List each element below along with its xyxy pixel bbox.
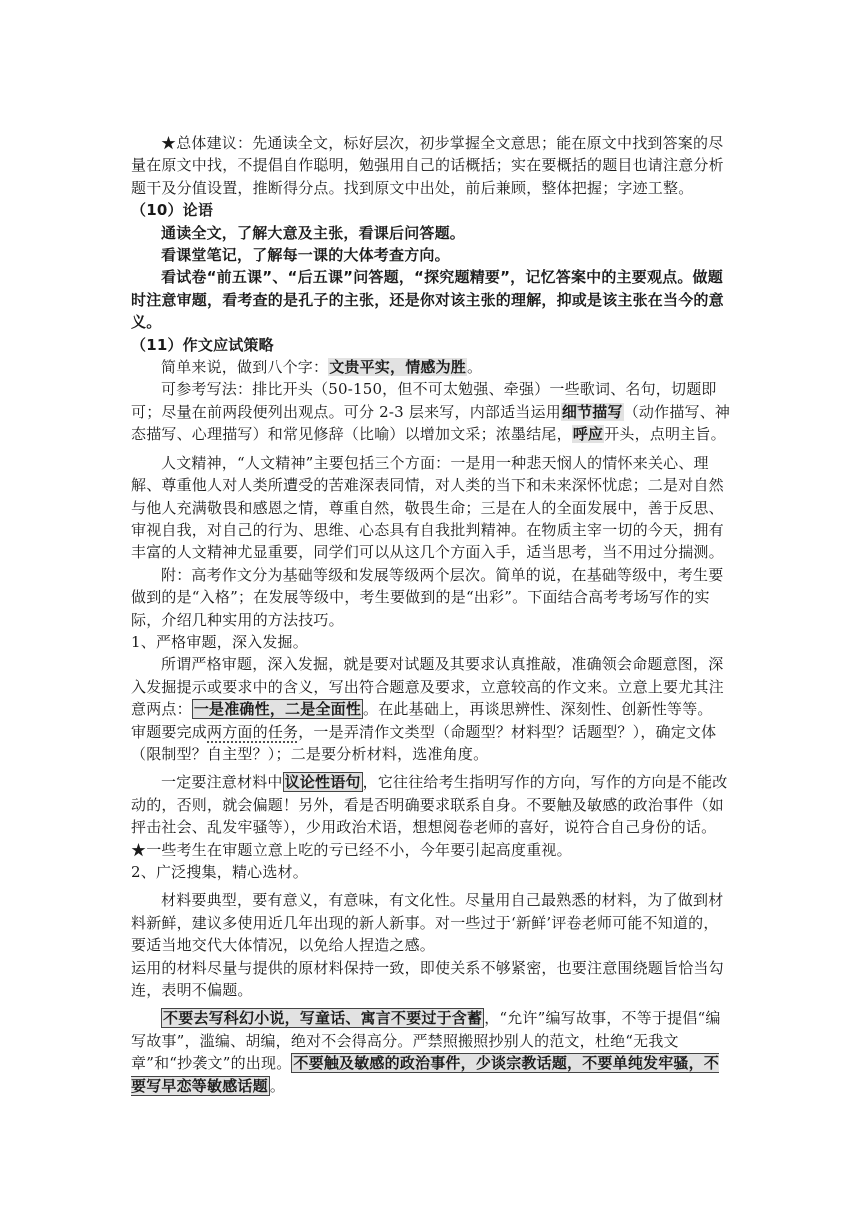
punct-end: 。	[269, 1076, 286, 1095]
star-warning: ★一些考生在审题立意上吃的亏已经不小，今年要引起高度重视。	[131, 840, 572, 859]
appendix-note: 附：高考作文分为基础等级和发展等级两个层次。简单的说，在基础等级中，考生要做到的是“入格”；在发展等级中，考生要做到的是“出彩”。下面结合高考考场写作的实际，介绍几种实用的方法技巧。	[131, 565, 724, 629]
method-text-a: 可参考写法：排比开头（50-150，但不可太勉强、牵强）一些歌词、名句，切题即可；尽量在前两段便列出观点。可分 2-3 层来写，内部适当运用	[131, 380, 717, 421]
tip-1-argumentative	[131, 771, 731, 838]
tip-1-text-b: 。在此基础上，再谈思辨性、深刻性、创新性等等。	[363, 700, 713, 719]
method-text-b: （动作描写、神态描写、心理描写）和常见修辞（比喻）以增加文采；浓墨结尾，	[131, 402, 731, 444]
lunyu-tip-2: 看课堂笔记，了解每一课的大体考查方向。	[161, 246, 450, 265]
tip-2-warnings	[131, 1007, 731, 1097]
punct: 。	[467, 358, 483, 377]
arg-text-b: ，它往往给考生指明写作的方向，写作的方向是不能改动的，否则，就会偏题！另外，看是否明确要求联系自身。不要触及敏感的政治事件（如抨击社会、乱发牢骚等），少用政治术语，想想阅卷老师的喜好，说符合自己身份的话。	[131, 773, 728, 837]
tip-1-text-a: 所谓严格审题，深入发掘，就是要对试题及其要求认真推敲，准确领会命题意图，深入发掘提示或要求中的含义，写出符合题意及要求，立意较高的作文来。立意上要尤其注意两点：	[131, 655, 724, 719]
essay-writing-method	[131, 378, 731, 445]
tip-2-title: 2、广泛搜集，精心选材。	[131, 863, 308, 881]
tasks-text-a: 审题要完成	[131, 722, 208, 741]
highlight-detail: 细节描写	[561, 402, 623, 421]
essay-summary-text: 简单来说，做到八个字：	[161, 358, 329, 377]
boxed-sensitive: 不要触及敏感的政治事件，少谈宗教话题，不要单纯发牢骚，不要写早恋等敏感话题	[131, 1054, 720, 1095]
highlight-pingshi: 文贵平实，情感为胜	[329, 358, 467, 377]
tip-2-consistency: 运用的材料尽量与提供的原材料保持一致，即使关系不够紧密，也要注意围绕题旨恰当勾连，表明不偏题。	[131, 958, 724, 1000]
boxed-accuracy: 一是准确性，二是全面性	[193, 700, 362, 719]
lunyu-tip-1: 通读全文，了解大意及主张，看课后问答题。	[161, 223, 466, 242]
arg-text-a: 一定要注意材料中	[161, 773, 283, 792]
humanistic-spirit: 人文精神，“人文精神”主要包括三个方面：一是用一种悲天悯人的情怀来关心、理解、尊重他人对人类所遭受的苦难深表同情，对人类的当下和未来深怀忧虑；二是对自然与他人充满敬畏和感恩之情，尊重自然，敬畏生命；三是在人的全面发展中，善于反思、审视自我，对自己的行为、思维、心态具有自我批判精神。在物质主宰一切的今天，拥有丰富的人文精神尤显重要，同学们可以从这几个方面入手，适当思考，当不用过分揣测。	[131, 453, 724, 562]
highlight-echo: 呼应	[572, 425, 604, 444]
general-advice: ★总体建议：先通读全文，标好层次，初步掌握全文意思；能在原文中找到答案的尽量在原文中找，不提倡自作聪明，勉强用自己的话概括；实在要概括的题目也请注意分析题干及分值设置，推断得分点。找到原文中出处，前后兼顾，整体把握；字迹工整。	[131, 134, 724, 197]
dotted-two-tasks: 两方面的任务	[207, 722, 299, 741]
section-heading-lunyu: （10）论语	[131, 201, 214, 220]
tasks-text-b: ，一是弄清作文类型（命题型？材料型？话题型？），确定文体（限制型？自主型？）；二是要分析材料，选准角度。	[131, 722, 717, 763]
tip-1-title: 1、严格审题，深入发掘。	[131, 632, 308, 651]
warn-text: ，“允许”编写故事，不等于提倡“编写故事”，滥编、胡编，绝对不会得高分。严禁照搬照抄别人的范文，杜绝“无我文章”和“抄袭文”的出现。	[131, 1009, 721, 1073]
section-heading-essay: （11）作文应试策略	[131, 335, 274, 354]
tip-1-tasks	[131, 721, 731, 766]
tip-1-body	[131, 653, 731, 720]
boxed-no-scifi: 不要去写科幻小说，写童话、寓言不要过于含蓄	[163, 1009, 483, 1028]
lunyu-tip-3: 看试卷“前五课”、“后五课”问答题，“探究题精要”，记忆答案中的主要观点。做题时注意审题，看考查的是孔子的主张，还是你对该主张的理解，抑或是该主张在当今的意义。	[131, 268, 724, 332]
essay-summary	[131, 356, 731, 378]
tip-2-body: 材料要典型，要有意义，有意味，有文化性。尽量用自己最熟悉的材料，为了做到材料新鲜，建议多使用近几年出现的新人新事。对一些过于‘新鲜’评卷老师可能不知道的，要适当地交代大体情况，以免给人捏造之感。	[131, 891, 724, 955]
boxed-argumentative: 议论性语句	[284, 773, 361, 792]
document-body	[131, 132, 731, 1097]
method-text-c: 开头，点明主旨。	[604, 425, 726, 444]
